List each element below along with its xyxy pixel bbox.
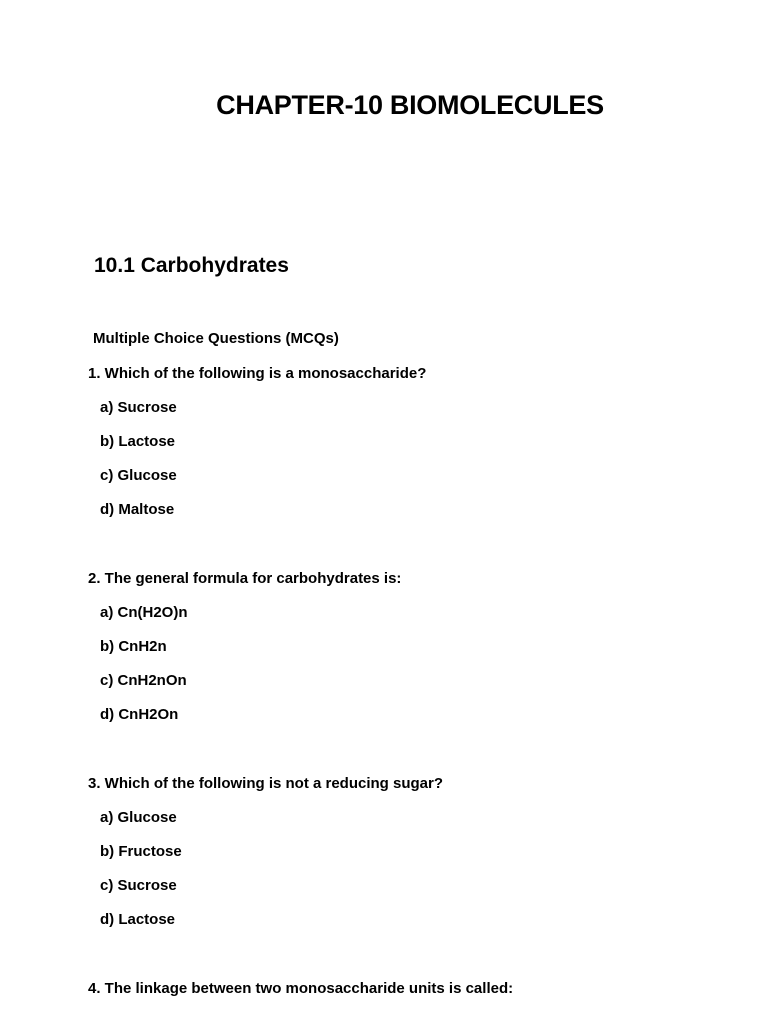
- question-2-option-a: a) Cn(H2O)n: [100, 604, 188, 621]
- question-3-option-d: d) Lactose: [100, 911, 176, 928]
- question-4: 4. The linkage between two monosaccharide units is called:: [88, 980, 514, 997]
- question-3-option-b: b) Fructose: [100, 843, 182, 860]
- question-3-option-a: a) Glucose: [100, 809, 177, 826]
- question-2-option-b: b) CnH2n: [100, 638, 167, 655]
- question-3: 3. Which of the following is not a reducing sugar?: [88, 775, 444, 792]
- question-1-option-c: c) Glucose: [100, 467, 177, 484]
- question-3-option-c: c) Sucrose: [100, 877, 177, 894]
- chapter-title: CHAPTER-10 BIOMOLECULES: [216, 90, 604, 120]
- question-2-option-c: c) CnH2nOn: [100, 672, 187, 689]
- question-2: 2. The general formula for carbohydrates is:: [88, 570, 402, 587]
- question-2-option-d: d) CnH2On: [100, 706, 179, 723]
- question-1-option-a: a) Sucrose: [100, 399, 177, 416]
- question-1-option-b: b) Lactose: [100, 433, 176, 450]
- question-1: 1. Which of the following is a monosaccharide?: [88, 365, 427, 382]
- mcq-subheading: Multiple Choice Questions (MCQs): [93, 330, 339, 347]
- question-1-option-d: d) Maltose: [100, 501, 175, 518]
- section-heading: 10.1 Carbohydrates: [94, 254, 289, 277]
